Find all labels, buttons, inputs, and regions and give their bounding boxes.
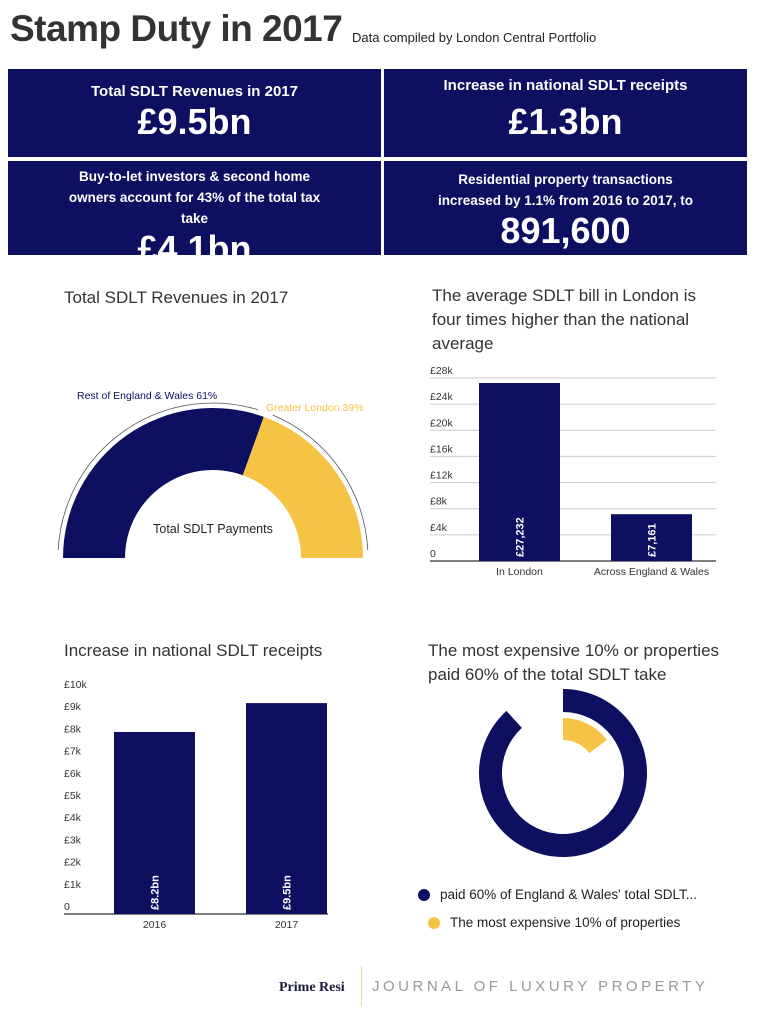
x-tick-label: 2017 xyxy=(274,919,299,931)
footer-divider xyxy=(361,966,362,1006)
stat-value: £1.3bn xyxy=(508,101,623,142)
y-tick-label: £8k xyxy=(64,723,81,736)
chart-title-receipts: Increase in national SDLT receipts xyxy=(64,641,323,660)
y-tick-label: £4k xyxy=(64,812,81,825)
prime-resi-logo: Prime Resi xyxy=(279,980,345,995)
stat-label: Buy-to-let investors & second home owners account for 43% of the total tax take xyxy=(68,169,321,226)
x-tick-label: 2016 xyxy=(142,919,167,931)
y-tick-label: £20k xyxy=(430,417,453,430)
y-tick-label: £1k xyxy=(64,878,81,891)
stat-value: 891,600 xyxy=(500,210,631,251)
y-tick-label: £5k xyxy=(64,790,81,802)
y-tick-label: £4k xyxy=(430,521,447,534)
radial-bar xyxy=(479,689,647,857)
chart-title-expensive: The most expensive 10% or properties paid 60% of the total SDLT take xyxy=(428,641,720,684)
legend-label: paid 60% of England & Wales' total SDLT... xyxy=(440,887,697,902)
bar-data-label: £8.2bn xyxy=(149,875,162,910)
y-tick-label: £12k xyxy=(430,469,453,482)
y-tick-label: £2k xyxy=(64,856,81,869)
x-tick-label: In London xyxy=(496,566,543,578)
footer-tagline: JOURNAL OF LUXURY PROPERTY xyxy=(372,978,709,995)
legend-item-60 xyxy=(418,887,697,902)
y-tick-label: 0 xyxy=(430,548,436,560)
y-tick-label: £8k xyxy=(430,495,447,508)
stat-label: Total SDLT Revenues in 2017 xyxy=(90,83,298,100)
y-tick-label: £6k xyxy=(64,767,81,780)
legend-label: The most expensive 10% of properties xyxy=(450,915,681,930)
page-subtitle: Data compiled by London Central Portfolio xyxy=(352,30,597,45)
y-tick-label: £9k xyxy=(64,701,81,714)
chart-title-revenue: Total SDLT Revenues in 2017 xyxy=(64,288,289,307)
y-tick-label: £16k xyxy=(430,443,453,456)
y-tick-label: £3k xyxy=(64,834,81,847)
bar-data-label: £7,161 xyxy=(646,523,659,557)
x-tick-label: Across England & Wales xyxy=(593,566,710,578)
bar-data-label: £27,232 xyxy=(514,517,527,557)
y-tick-label: £24k xyxy=(430,391,453,404)
y-tick-label: £7k xyxy=(64,745,81,758)
stat-label: Increase in national SDLT receipts xyxy=(443,77,688,94)
stat-label: Residential property transactions increased by 1.1% from 2016 to 2017, to xyxy=(437,172,694,208)
y-tick-label: 0 xyxy=(64,901,70,913)
bar-data-label: £9.5bn xyxy=(281,875,294,910)
y-tick-label: £28k xyxy=(430,365,453,377)
slice-label: Rest of England & Wales 61% xyxy=(77,390,218,402)
stat-value: £9.5bn xyxy=(137,101,252,142)
legend-item-10 xyxy=(428,915,680,930)
stat-value: £4.1bn xyxy=(137,228,252,269)
half-donut-slice xyxy=(243,417,363,558)
slice-label: Greater London 39% xyxy=(266,402,364,414)
center-label: Total SDLT Payments xyxy=(153,522,273,536)
y-tick-label: £10k xyxy=(64,679,87,691)
legend-swatch xyxy=(418,889,430,901)
page-title: Stamp Duty in 2017 xyxy=(10,8,343,49)
legend-swatch xyxy=(428,917,440,929)
chart-title-avg-bill: The average SDLT bill in London is four times higher than the national average xyxy=(432,286,696,353)
